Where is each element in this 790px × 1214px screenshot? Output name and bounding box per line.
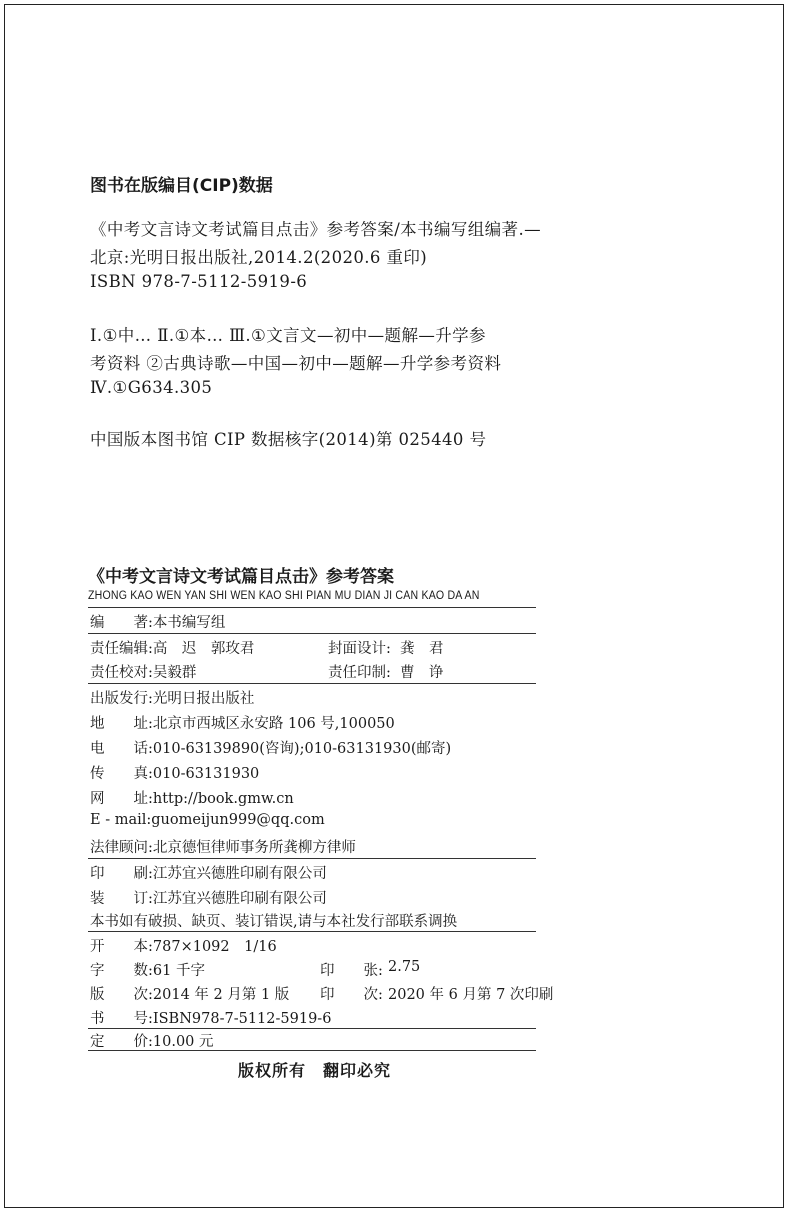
row-label: 装 订: [90, 891, 153, 907]
divider [88, 607, 536, 608]
row-value: http://book.gmw.cn [152, 791, 294, 807]
cip-line: 《中考文言诗文考试篇目点击》参考答案/本书编写组编著.— [90, 220, 542, 239]
row-label: 编 著: [90, 615, 153, 631]
book-title-pinyin: ZHONG KAO WEN YAN SHI WEN KAO SHI PIAN MU DIAN JI CAN KAO DA AN [88, 590, 480, 602]
info-row [90, 887, 327, 908]
row-value: 龚 君 [400, 641, 444, 657]
row-label: 字 数: [90, 963, 153, 979]
row-label: 定 价: [90, 1034, 153, 1050]
info-row [90, 762, 259, 783]
row-value: 江苏宜兴德胜印刷有限公司 [152, 891, 327, 907]
row-label: 版 次: [90, 987, 153, 1003]
row-label: 封面设计: [328, 641, 391, 657]
info-row [90, 661, 444, 682]
cip-line: 考资料 ②古典诗歌—中国—初中—题解—升学参考资料 [90, 354, 502, 373]
row-label: E - mail: [90, 812, 152, 828]
book-title: 《中考文言诗文考试篇目点击》参考答案 [88, 567, 394, 587]
row-value: 61 千字 [152, 963, 205, 979]
row-label: 责任校对: [90, 665, 153, 681]
info-row [90, 637, 444, 658]
row-label: 责任编辑: [90, 641, 153, 657]
row-value: 北京德恒律师事务所龚柳方律师 [152, 840, 356, 856]
row-value: 高 迟 郭玫君 [152, 641, 255, 657]
row-value: 光明日报出版社 [152, 691, 255, 707]
info-row [90, 836, 356, 857]
divider [88, 858, 536, 859]
row-label: 责任印制: [328, 665, 391, 681]
cip-line: Ⅰ.①中… Ⅱ.①本… Ⅲ.①文言文—初中—题解—升学参 [90, 326, 486, 345]
row-value: ISBN978-7-5112-5919-6 [152, 1011, 332, 1027]
row-value: 787×1092 1/16 [152, 939, 277, 955]
rights-notice: 版权所有 翻印必究 [238, 1061, 392, 1080]
row-value: guomeijun999@qq.com [151, 812, 325, 828]
row-label: 印 刷: [90, 866, 153, 882]
row-value: 江苏宜兴德胜印刷有限公司 [152, 866, 327, 882]
row-value: 北京市西城区永安路 106 号,100050 [152, 716, 395, 732]
row-value: 10.00 元 [152, 1034, 214, 1050]
row-label: 开 本: [90, 939, 153, 955]
info-row [90, 983, 554, 1004]
row-label: 出版发行: [90, 691, 153, 707]
divider [88, 931, 536, 932]
row-label: 法律顾问: [90, 840, 153, 856]
row-value: 吴毅群 [152, 665, 197, 681]
row-label: 印 次: [320, 987, 383, 1003]
divider [88, 683, 536, 684]
info-row [90, 687, 254, 708]
row-label: 网 址: [90, 791, 153, 807]
row-value: 2014 年 2 月第 1 版 [152, 987, 290, 1003]
notice-row [90, 910, 457, 931]
row-label: 传 真: [90, 766, 153, 782]
row-value: 2020 年 6 月第 7 次印刷 [388, 987, 554, 1003]
cip-heading: 图书在版编目(CIP)数据 [90, 176, 273, 196]
notice-text: 本书如有破损、缺页、装订错误,请与本社发行部联系调换 [90, 914, 458, 930]
info-row [90, 712, 395, 733]
row-value: 010-63131930 [152, 766, 260, 782]
info-row [90, 611, 225, 632]
cip-line: 中国版本图书馆 CIP 数据核字(2014)第 025440 号 [90, 430, 487, 449]
row-value: 曹 诤 [400, 665, 444, 681]
divider [88, 1028, 536, 1029]
row-value: 本书编写组 [152, 615, 226, 631]
divider [88, 1050, 536, 1051]
cip-line: Ⅳ.①G634.305 [90, 378, 213, 397]
info-row [90, 787, 294, 808]
info-row [90, 812, 325, 828]
info-row [90, 862, 327, 883]
row-label: 地 址: [90, 716, 153, 732]
info-row [90, 1007, 331, 1028]
row-label: 电 话: [90, 741, 153, 757]
row-label: 印 张: [320, 963, 383, 979]
info-row [90, 959, 421, 980]
row-label: 书 号: [90, 1011, 153, 1027]
info-row [90, 1030, 214, 1051]
cip-line: 北京:光明日报出版社,2014.2(2020.6 重印) [90, 248, 428, 267]
info-row [90, 935, 277, 956]
divider [88, 633, 536, 634]
info-row [90, 737, 451, 758]
row-value: 010-63139890(咨询);010-63131930(邮寄) [152, 741, 452, 757]
row-value: 2.75 [388, 959, 421, 975]
cip-line: ISBN 978-7-5112-5919-6 [90, 272, 308, 291]
